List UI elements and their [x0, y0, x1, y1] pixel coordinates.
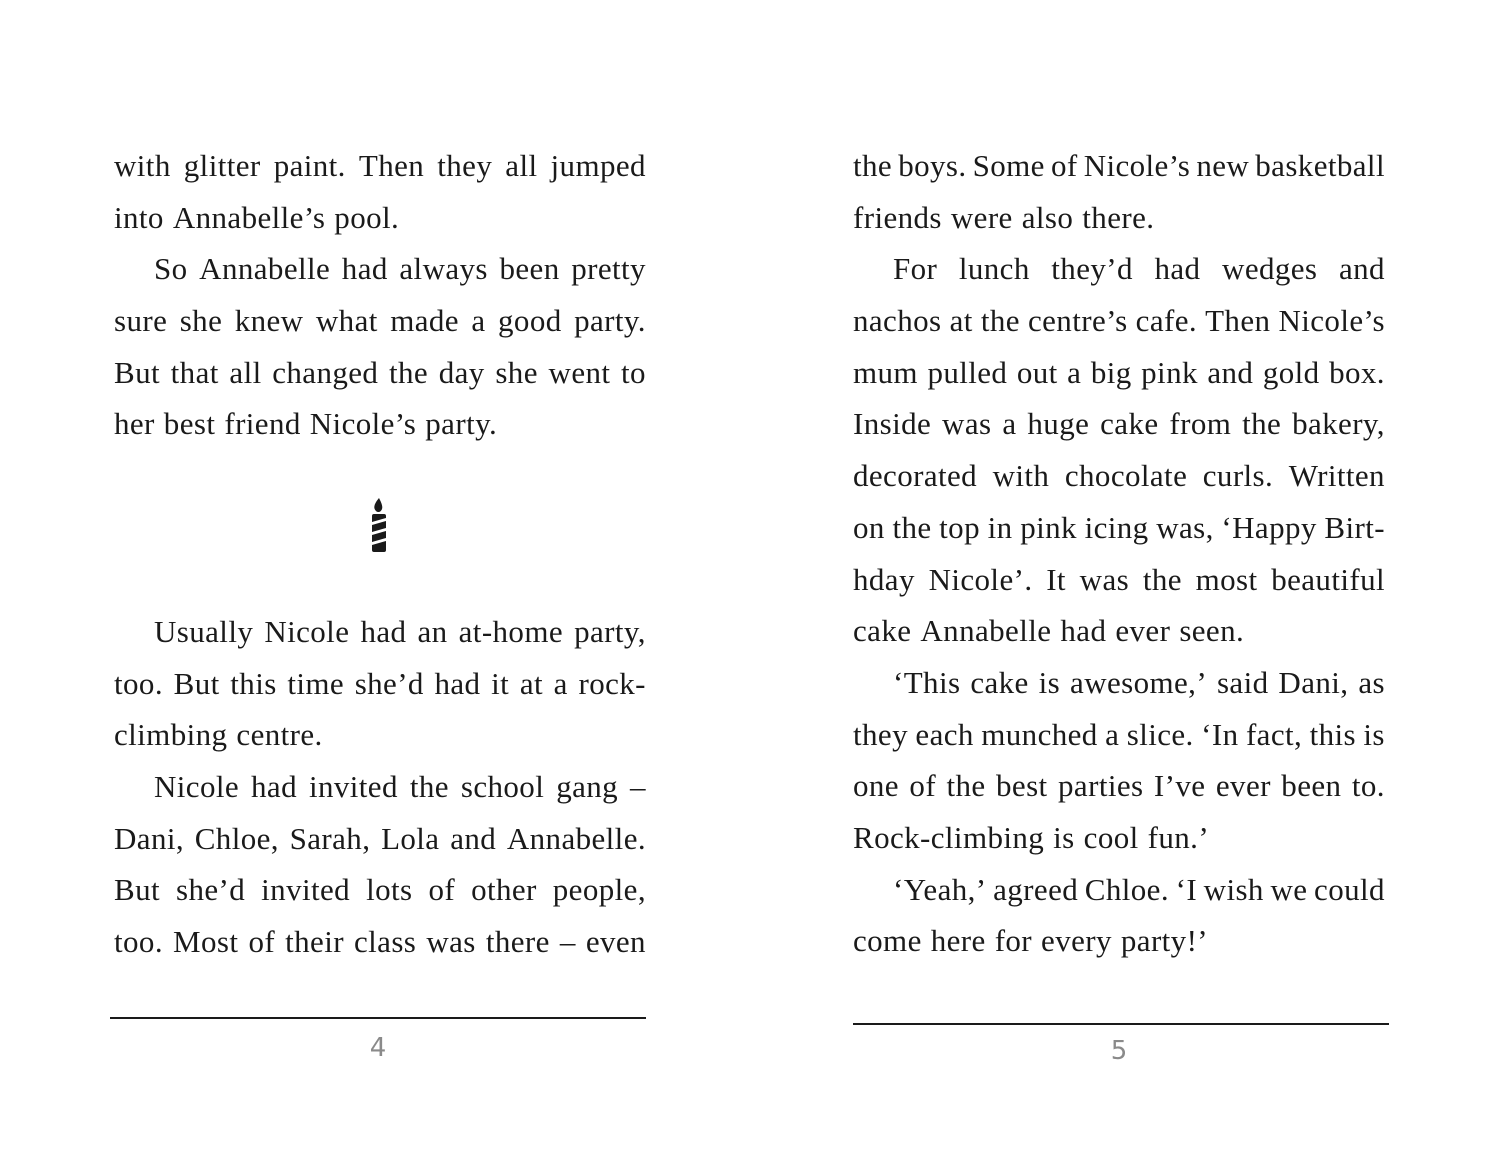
word: that [170, 354, 219, 390]
word: decorated [853, 458, 978, 494]
word: to. [1351, 768, 1385, 804]
word: other [471, 872, 537, 908]
word: Annabelle [199, 251, 331, 287]
word: Nicole’s [309, 406, 417, 442]
text-line [853, 347, 1385, 399]
word: ever [1115, 613, 1171, 649]
word: all [229, 354, 262, 390]
word: Usually [154, 614, 254, 649]
text-line [853, 915, 1385, 967]
word: on [853, 509, 885, 545]
word: she [179, 303, 223, 339]
word: for [994, 923, 1033, 959]
word: Chloe, [194, 820, 279, 856]
word: gang [556, 769, 619, 805]
page-number: 5 [1110, 1036, 1128, 1066]
word: been [499, 251, 560, 287]
word: cafe. [1135, 303, 1198, 339]
text-line [853, 502, 1385, 554]
word: said [1216, 664, 1269, 700]
footer-divider [110, 1017, 646, 1019]
word: cake [853, 613, 912, 649]
word: Chloe. [1084, 871, 1169, 907]
word: Most [173, 924, 239, 960]
word: a [553, 665, 568, 701]
word: Annabelle. [506, 820, 646, 856]
word: pulled [927, 354, 1008, 390]
word: party, [574, 614, 646, 649]
text-line [114, 140, 646, 192]
word: Nicole [264, 614, 350, 649]
word: Sarah, [289, 820, 371, 856]
word: Then [358, 148, 425, 183]
word: wish [1203, 871, 1264, 907]
word: too. [114, 924, 163, 960]
word: she’d [176, 872, 246, 908]
text-line [853, 864, 1385, 916]
word: beautiful [1271, 561, 1385, 597]
word: Birt- [1324, 509, 1385, 545]
word: had [341, 251, 388, 287]
word: here [930, 923, 986, 959]
text-line [114, 761, 646, 813]
word: class [354, 924, 417, 960]
word: had [360, 614, 407, 649]
word: were [950, 199, 1013, 235]
word: For [893, 251, 938, 287]
word: Annabelle [920, 613, 1052, 649]
word: was [942, 406, 992, 442]
word: had [251, 769, 297, 805]
word: icing [1084, 509, 1149, 545]
text-line [114, 606, 646, 658]
word: cake [970, 664, 1029, 700]
word: invited [261, 872, 351, 908]
word: Nicole’. [928, 561, 1033, 597]
word: is [1053, 819, 1075, 855]
word: cool [1083, 819, 1139, 855]
word: – [559, 924, 576, 960]
text-line [853, 554, 1385, 606]
word: curls. [1202, 458, 1274, 494]
word: top [939, 509, 980, 545]
word: it [491, 665, 510, 701]
word: cake [1100, 406, 1159, 442]
word: had [1154, 251, 1201, 287]
word: paint. [273, 148, 346, 183]
word: with [114, 148, 171, 183]
word: mum [853, 354, 918, 390]
word: gold [1262, 354, 1320, 390]
word: we [1270, 871, 1308, 907]
word: Then [1205, 303, 1271, 339]
word: made [390, 303, 459, 339]
word: But [114, 354, 160, 390]
footer-divider [853, 1023, 1389, 1025]
word: pink [1141, 354, 1198, 390]
word: hday [853, 561, 915, 597]
word: Inside [853, 406, 932, 442]
word: this [230, 665, 277, 701]
word: party. [574, 303, 646, 339]
word: an [417, 614, 448, 649]
word: was, [1156, 509, 1214, 545]
word: good [498, 303, 562, 339]
word: It [1046, 561, 1066, 597]
word: But [114, 872, 160, 908]
text-line [853, 760, 1385, 812]
text-line [114, 864, 646, 916]
word: school [460, 769, 545, 805]
word: huge [1027, 406, 1090, 442]
text-line [853, 709, 1385, 761]
word: friends [853, 199, 942, 235]
word: their [285, 924, 344, 960]
text-line [114, 813, 646, 865]
word: with [992, 458, 1050, 494]
word: a [471, 303, 486, 339]
word: of [428, 872, 456, 908]
word: a [1105, 716, 1120, 752]
word: Lola [381, 820, 440, 856]
text-line [114, 243, 646, 295]
word: ever [1215, 768, 1271, 804]
word: there [485, 924, 550, 960]
word: they’d [1051, 251, 1133, 287]
word: the [409, 769, 449, 805]
right-text-block [853, 140, 1385, 967]
word: had [434, 665, 481, 701]
left-text-block-bottom [114, 606, 646, 968]
word: Dani, [1278, 664, 1349, 700]
word: invited [308, 769, 398, 805]
word: climbing [114, 717, 228, 753]
word: the [388, 354, 429, 390]
page-number: 4 [369, 1033, 387, 1063]
word: she’d [354, 665, 424, 701]
word: Nicole [154, 769, 240, 805]
word: awesome,’ [1070, 664, 1208, 700]
text-line [114, 916, 646, 968]
word: a [1002, 406, 1017, 442]
word: there. [1082, 199, 1155, 235]
word: also [1021, 199, 1074, 235]
word: her [114, 406, 155, 442]
word: Nicole’s [1083, 148, 1191, 183]
word: as [1358, 664, 1385, 700]
text-line [853, 450, 1385, 502]
word: is [1038, 664, 1061, 700]
word: the [946, 768, 986, 804]
word: out [1016, 354, 1058, 390]
word: boys. [898, 148, 967, 183]
text-line [853, 398, 1385, 450]
word: was [1079, 561, 1130, 597]
word: jumped [550, 148, 646, 183]
word: parties [1058, 768, 1144, 804]
birthday-candle-icon [368, 496, 390, 556]
word: ‘I [1175, 871, 1198, 907]
word: people, [552, 872, 646, 908]
word: lunch [958, 251, 1030, 287]
word: and [1207, 354, 1254, 390]
text-line [853, 657, 1385, 709]
word: chocolate [1064, 458, 1188, 494]
word: come [853, 923, 922, 959]
word: seen. [1179, 613, 1245, 649]
word: fact, [1245, 716, 1303, 752]
word: basketball [1255, 148, 1385, 183]
word: Written [1288, 458, 1385, 494]
word: centre’s [1027, 303, 1128, 339]
word: I’ve [1153, 768, 1206, 804]
text-line [114, 658, 646, 710]
word: most [1195, 561, 1258, 597]
word: is [1363, 716, 1385, 752]
word: best [996, 768, 1048, 804]
word: knew [234, 303, 304, 339]
word: changed [272, 354, 379, 390]
word: and [450, 820, 497, 856]
word: at [949, 303, 973, 339]
word: party!’ [1120, 923, 1209, 959]
word: Some [972, 148, 1045, 183]
word: at-home [458, 614, 564, 649]
word: ‘Yeah,’ [893, 871, 987, 907]
word: Nicole’s [1278, 303, 1385, 339]
word: But [173, 665, 220, 701]
word: ‘Happy [1221, 509, 1317, 545]
word: So [154, 251, 188, 287]
word: even [585, 924, 646, 960]
word: best [163, 406, 216, 442]
word: time [287, 665, 345, 701]
word: into [114, 199, 164, 235]
text-line [853, 812, 1385, 864]
word: in [987, 509, 1013, 545]
word: Annabelle’s [172, 199, 326, 235]
word: the [1242, 406, 1282, 442]
word: from [1169, 406, 1232, 442]
text-line [853, 295, 1385, 347]
word: pretty [571, 251, 646, 287]
word: the [853, 148, 893, 183]
word: new [1196, 148, 1250, 183]
word: they [853, 716, 908, 752]
word: of [1050, 148, 1078, 183]
text-line [853, 243, 1385, 295]
word: had [1060, 613, 1107, 649]
word: this [1309, 716, 1356, 752]
word: agreed [993, 871, 1079, 907]
word: always [399, 251, 488, 287]
word: of [248, 924, 276, 960]
word: too. [114, 665, 163, 701]
word: they [437, 148, 493, 183]
text-line [114, 192, 646, 244]
text-line [114, 347, 646, 399]
word: ‘This [893, 664, 961, 700]
word: munched [981, 716, 1098, 752]
word: been [1281, 768, 1342, 804]
word: nachos [853, 303, 942, 339]
word: pool. [334, 199, 400, 235]
word: pink [1020, 509, 1077, 545]
word: Dani, [114, 820, 185, 856]
word: rock- [578, 665, 646, 701]
text-line [114, 398, 646, 450]
word: box. [1329, 354, 1385, 390]
word: lots [366, 872, 413, 908]
word: to [621, 354, 646, 390]
word: and [1338, 251, 1385, 287]
word: at [519, 665, 543, 701]
word: – [630, 769, 646, 805]
word: slice. [1126, 716, 1194, 752]
word: day [438, 354, 485, 390]
text-line [853, 140, 1385, 192]
word: Rock-climbing [853, 819, 1045, 855]
word: one [853, 768, 899, 804]
word: ‘In [1201, 716, 1239, 752]
word: she [495, 354, 538, 390]
text-line [853, 605, 1385, 657]
word: each [915, 716, 974, 752]
text-line [853, 192, 1385, 244]
word: a [1067, 354, 1082, 390]
word: the [1142, 561, 1182, 597]
word: bakery, [1292, 406, 1385, 442]
word: of [909, 768, 937, 804]
word: big [1090, 354, 1132, 390]
word: sure [114, 303, 168, 339]
left-text-block-top [114, 140, 646, 450]
word: glitter [183, 148, 261, 183]
word: friend [224, 406, 301, 442]
word: what [315, 303, 378, 339]
text-line [114, 295, 646, 347]
word: the [892, 509, 932, 545]
word: centre. [236, 717, 323, 753]
word: party. [425, 406, 498, 442]
right-page [750, 0, 1500, 1173]
word: went [548, 354, 611, 390]
word: the [980, 303, 1020, 339]
word: fun.’ [1147, 819, 1210, 855]
word: every [1041, 923, 1112, 959]
word: could [1314, 871, 1385, 907]
word: wedges [1222, 251, 1318, 287]
word: all [505, 148, 538, 183]
word: was [426, 924, 476, 960]
text-line [114, 709, 646, 761]
